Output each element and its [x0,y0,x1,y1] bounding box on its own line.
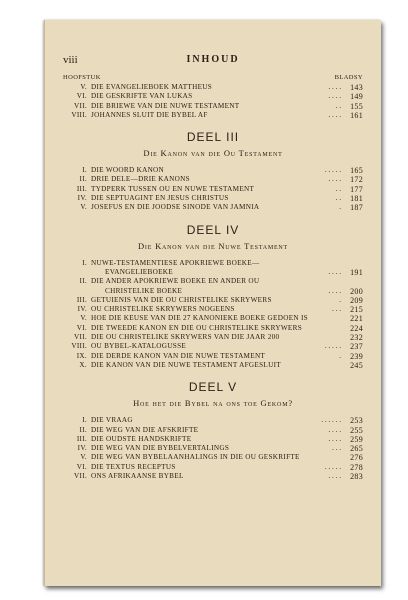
toc-entry-line [63,194,363,203]
toc-entry-line [63,416,363,425]
page-reference: 181 [350,194,363,204]
page-reference: 155 [350,101,363,111]
toc-entry-line [63,472,363,481]
page-reference: 278 [350,462,363,472]
toc-entry-line [63,426,363,435]
toc-entry-line [63,361,363,370]
chapter-title: DIE EVANGELIEBOEK MATTHEUS [91,83,213,91]
toc-entry-line [63,296,363,305]
toc-section [63,130,363,212]
chapter-number: V. [80,314,87,323]
chapter-title: DIE OUDSTE HANDSKRIFTE [91,434,192,443]
chapter-number: II. [79,425,87,434]
leader-dots: . . . . [328,472,341,481]
leader-dots: . . . . [328,425,341,434]
toc-entry-line [63,324,363,333]
page-reference: 209 [350,295,363,305]
leader-dots: . [339,351,341,360]
chapter-title: JOSEFUS EN DIE JOODSE SINODE VAN JAMNIA [91,203,260,212]
toc-entry-line [63,342,363,351]
toc-entry-line [63,435,363,444]
leader-dots: . . . [332,444,341,453]
page-reference: 232 [350,333,363,343]
page-reference: 161 [350,110,363,120]
chapter-number: III. [76,434,87,443]
table-of-contents [63,54,363,481]
toc-entry-line [63,268,363,277]
leader-dots: . [339,295,341,304]
page-reference: 149 [350,92,363,102]
chapter-number: III. [76,184,87,193]
toc-entry-line [63,352,363,361]
leader-dots: . . . . . . [321,416,341,425]
toc-entry-line [63,166,363,175]
chapter-title: DIE WEG VAN DIE AFSKRIFTE [91,425,199,434]
leader-dots: . . . . [328,92,341,101]
leader-dots: . . . . . [324,342,341,351]
column-heading-page: BLADSY [334,74,363,81]
part-title: DEEL III [186,130,240,145]
page-reference: 237 [350,342,363,352]
leader-dots: . [339,203,341,212]
part-subtitle: Die Kanon van die Nuwe Testament [137,240,289,251]
book-page [44,20,381,586]
chapter-title: DIE VRAAG [91,416,133,425]
chapter-number: I. [82,258,87,267]
toc-entry-line [63,305,363,314]
page-reference: 283 [350,472,363,482]
toc-entry-line [63,92,363,101]
leader-dots: . . . . [328,175,341,184]
leader-dots: . . . [332,305,341,314]
chapter-number: VI. [76,92,87,101]
chapter-number: IX. [76,351,87,360]
page-reference: 215 [350,305,363,315]
chapter-title: NUWE-TESTAMENTIESE APOKRIEWE BOEKE— [91,258,260,267]
page-reference: 265 [350,444,363,454]
chapter-title: DIE DERDE KANON VAN DIE NUWE TESTAMENT [91,351,266,360]
chapter-number: VIII. [71,342,87,351]
page-reference: 224 [350,323,363,333]
chapter-number: VI. [76,323,87,332]
chapter-title: HOE DIE KEUSE VAN DIE 27 KANONIEKE BOEKE GEDOEN IS [91,314,308,323]
chapter-number: X. [79,360,87,369]
page-reference: 245 [350,360,363,370]
chapter-title: DIE KANON VAN DIE NUWE TESTAMENT AFGESLUIT [91,360,281,369]
chapter-number: II. [79,277,87,286]
chapter-number: V. [80,453,87,462]
page-reference: 187 [350,203,363,213]
leader-dots: . . [335,101,341,110]
chapter-title-continued: CHRISTELIKE BOEKE [105,286,183,295]
page-reference: 165 [350,166,363,176]
chapter-number: VII. [74,101,87,110]
toc-entry-line [63,277,363,286]
chapter-number: VIII. [71,110,87,119]
toc-entry-line [63,111,363,120]
toc-entry-line [63,259,363,268]
toc-entry-line [63,314,363,323]
toc-entry-line [63,203,363,212]
chapter-title: DIE TWEEDE KANON EN DIE OU CHRISTELIKE SKRYWERS [91,323,303,332]
toc-entry-line [63,175,363,184]
toc-entry-line [63,83,363,92]
page-reference: 239 [350,351,363,361]
column-headings [63,74,363,83]
page-reference: 177 [350,184,363,194]
leader-dots: . . . . [328,83,341,91]
toc-section [63,83,363,120]
chapter-title: DRIE DELE—DRIE KANONS [91,175,190,184]
running-head: INHOUD [186,54,240,65]
chapter-number: V. [80,203,87,212]
page-reference: 191 [350,267,363,277]
leader-dots: . . . . [328,110,341,119]
page-reference: 200 [350,286,363,296]
chapter-title: DIE BRIEWE VAN DIE NUWE TESTAMENT [91,101,240,110]
chapter-number: IV. [77,194,87,203]
leader-dots: . . . . . [324,166,341,175]
chapter-number: III. [76,295,87,304]
toc-sections [63,83,363,481]
page-reference: 253 [350,416,363,426]
part-subtitle: Hoe het die Bybel na ons toe Gekom? [133,398,293,409]
chapter-number: VII. [74,333,87,342]
chapter-number: I. [82,416,87,425]
chapter-title: DIE WEG VAN DIE BYBELVERTALINGS [91,444,230,453]
toc-entry-line [63,185,363,194]
chapter-number: IV. [77,444,87,453]
toc-section [63,223,363,371]
toc-entry-line [63,463,363,472]
chapter-number: VI. [76,462,87,471]
chapter-title: JOHANNES SLUIT DIE BYBEL AF [91,110,208,119]
chapter-title: DIE SEPTUAGINT EN JESUS CHRISTUS [91,194,229,203]
chapter-number: IV. [77,305,87,314]
page-reference: 221 [350,314,363,324]
leader-dots: . . . . [328,434,341,443]
part-title: DEEL V [188,380,238,395]
chapter-title: DIE ANDER APOKRIEWE BOEKE EN ANDER OU [91,277,260,286]
chapter-number: II. [79,175,87,184]
chapter-title: DIE GESKRIFTE VAN LUKAS [91,92,193,101]
chapter-title: DIE OU CHRISTELIKE SKRYWERS VAN DIE JAAR 200 [91,333,280,342]
chapter-title: ONS AFRIKAANSE BYBEL [91,472,184,481]
page-reference: 259 [350,434,363,444]
chapter-title: TYDPERK TUSSEN OU EN NUWE TESTAMENT [91,184,255,193]
toc-section [63,380,363,481]
chapter-title: OU CHRISTELIKE SKRYWERS NOGEENS [91,305,235,314]
part-subtitle: Die Kanon van die Ou Testament [143,148,283,159]
toc-entry-line [63,287,363,296]
leader-dots: . . . . . [324,462,341,471]
page-header [63,54,363,68]
chapter-title: DIE WOORD KANON [91,166,165,175]
toc-entry-line [63,453,363,462]
page-reference: 255 [350,425,363,435]
part-title: DEEL IV [186,222,240,237]
chapter-number: I. [82,166,87,175]
chapter-title: DIE TEXTUS RECEPTUS [91,462,176,471]
toc-entry-line [63,333,363,342]
chapter-title: GETUIENIS VAN DIE OU CHRISTELIKE SKRYWERS [91,295,272,304]
chapter-title: OU BYBEL-KATALOGUSSE [91,342,187,351]
chapter-title: DIE WEG VAN BYBELAANHALINGS IN DIE OU GESKRIFTE [91,453,300,462]
leader-dots: . . . . [328,267,341,276]
leader-dots: . . [335,194,341,203]
page-number-roman: viii [63,54,78,66]
column-heading-chapter: HOOFSTUK [63,74,101,81]
chapter-number: V. [80,83,87,91]
page-reference: 276 [350,453,363,463]
toc-entry-line [63,102,363,111]
chapter-title-continued: EVANGELIEBOEKE [105,267,173,276]
leader-dots: . . . . [328,286,341,295]
leader-dots: . . [335,184,341,193]
toc-entry-line [63,444,363,453]
page-reference: 143 [350,83,363,92]
page-reference: 172 [350,175,363,185]
chapter-number: VII. [74,472,87,481]
